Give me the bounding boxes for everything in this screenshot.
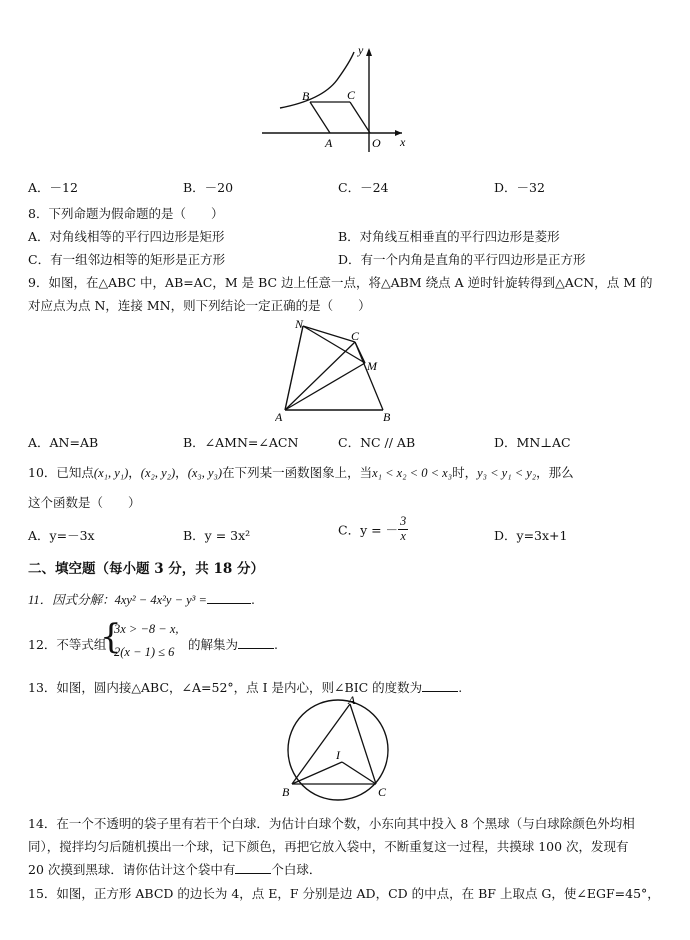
q9-option-b: B．∠AMN=∠ACN — [183, 435, 299, 450]
q9-line1: 9．如图，在△ABC 中，AB=AC，M 是 BC 边上任意一点，将△ABM 绕点 A 逆时针旋转得到△ACN，点 M 的 — [28, 275, 653, 290]
q14-answer-blank[interactable] — [235, 861, 271, 874]
q11 — [28, 590, 255, 608]
q10-text-d: ，那么 — [536, 465, 574, 480]
q7-label-o: O — [372, 136, 381, 150]
q10-text-c: 时， — [452, 465, 478, 480]
q7-label-x: x — [400, 135, 406, 149]
q10-point3: (x₃, y₃) — [187, 466, 223, 480]
q9-line2: 对应点为点 N，连接 MN，则下列结论一定正确的是（ ） — [28, 298, 371, 313]
q10-text-a: 10．已知点 — [28, 465, 94, 480]
q12-row2: 2(x − 1) ≤ 6 — [114, 645, 175, 659]
q8-option-c: C．有一组邻边相等的矩形是正方形 — [28, 252, 226, 267]
q7-option-b: B．－20 — [183, 180, 234, 195]
q13-answer-blank[interactable] — [422, 679, 458, 692]
q9-figure — [275, 318, 395, 426]
q10-condition-y: y₃ < y₁ < y₂ — [477, 466, 537, 480]
q7-label-a: A — [325, 136, 333, 150]
q7-option-c: C．－24 — [338, 180, 389, 195]
q12-row1: 3x > −8 − x, — [114, 622, 179, 636]
q12-prefix: 12．不等式组 — [28, 637, 107, 652]
q10-option-c — [338, 515, 408, 544]
q10-condition-x: x₁ < x₂ < 0 < x₃ — [372, 466, 453, 480]
q7-label-b: B — [302, 89, 310, 103]
q7-label-c: C — [347, 88, 356, 102]
q14-line3 — [28, 860, 321, 878]
q9-option-c: C．NC // AB — [338, 435, 416, 450]
q13-text: 13．如图，圆内接△ABC，∠A=52°，点 I 是内心，则∠BIC 的度数为 — [28, 680, 423, 695]
q12-brace: { — [100, 617, 122, 657]
q9-option-d: D．MN⊥AC — [494, 435, 571, 450]
q15-line1: 15．如图，正方形 ABCD 的边长为 4，点 E，F 分别是边 AD，CD 的中点，在 BF 上取点 G，使∠EGF=45°， — [28, 886, 660, 901]
q8-option-d: D．有一个内角是直角的平行四边形是正方形 — [338, 252, 586, 267]
q7-option-d: D．－32 — [494, 180, 545, 195]
section-2-title: 二、填空题（每小题 3 分，共 18 分） — [28, 561, 264, 577]
q10-line1: 10．已知点(x₁, y₁)，(x₂, y₂)，(x₃, y₃)在下列某一函数图象上，当x₁ < x₂ < 0 < x₃时，y₃ < y₁ < y₂，那么 — [28, 465, 574, 480]
q10-option-c-prefix: C．y = － — [338, 522, 399, 538]
q10-text-b: 在下列某一函数图象上，当 — [222, 465, 373, 480]
q8-option-a: A．对角线相等的平行四边形是矩形 — [28, 229, 225, 244]
q9-label-b: B — [383, 410, 391, 424]
q9-option-a: A．AN=AB — [28, 435, 99, 450]
q13-label-a: A — [348, 696, 356, 707]
q12-answer-blank[interactable] — [238, 636, 274, 649]
q12-post: 的解集为 — [188, 637, 239, 652]
q14-line3-post: 个白球． — [271, 862, 322, 877]
q13-label-c: C — [378, 785, 387, 799]
q9-label-m: M — [367, 359, 377, 373]
q11-expression: 11．因式分解：4xy² − 4x²y − y³ = — [28, 593, 207, 607]
q14-line1: 14．在一个不透明的袋子里有若干个白球．为估计白球个数，小东向其中投入 8 个黑球（与白球除颜色外均相 — [28, 816, 635, 831]
q8-option-b: B．对角线互相垂直的平行四边形是菱形 — [338, 229, 560, 244]
q12-suffix — [188, 635, 278, 653]
q9-label-a: A — [275, 410, 283, 424]
q10-option-a: A．y=－3x — [28, 528, 95, 543]
q10-option-d: D．y=3x+1 — [494, 528, 568, 543]
q10-option-c-numerator: 3 — [400, 514, 407, 528]
q13-line — [28, 678, 462, 696]
q14-line3-pre: 20 次摸到黑球．请你估计这个袋中有 — [28, 862, 236, 877]
q14-line2: 同），搅拌均匀后随机摸出一个球，记下颜色，再把它放入袋中，不断重复这一过程，共摸球 100 次，发现有 — [28, 839, 629, 854]
q10-point1: (x₁, y₁) — [93, 466, 129, 480]
q8-stem: 8．下列命题为假命题的是（ ） — [28, 206, 224, 221]
q12-end: . — [274, 637, 278, 652]
q13-label-i: I — [336, 748, 340, 762]
q11-end: . — [251, 592, 255, 607]
q13-label-b: B — [282, 785, 290, 799]
q9-label-n: N — [295, 318, 304, 331]
q10-option-b: B．y = 3x² — [183, 528, 251, 543]
q7-option-a: A．－12 — [28, 180, 78, 195]
q10-line2: 这个函数是（ ） — [28, 495, 141, 510]
q7-label-y: y — [358, 43, 364, 57]
q13-end: . — [458, 680, 463, 695]
q13-figure — [278, 696, 398, 804]
q10-option-c-denominator: x — [400, 528, 406, 543]
q10-point2: (x₂, y₂) — [140, 466, 176, 480]
q7-graph — [262, 40, 422, 155]
q9-label-c: C — [351, 329, 360, 343]
q11-answer-blank[interactable] — [207, 591, 251, 604]
